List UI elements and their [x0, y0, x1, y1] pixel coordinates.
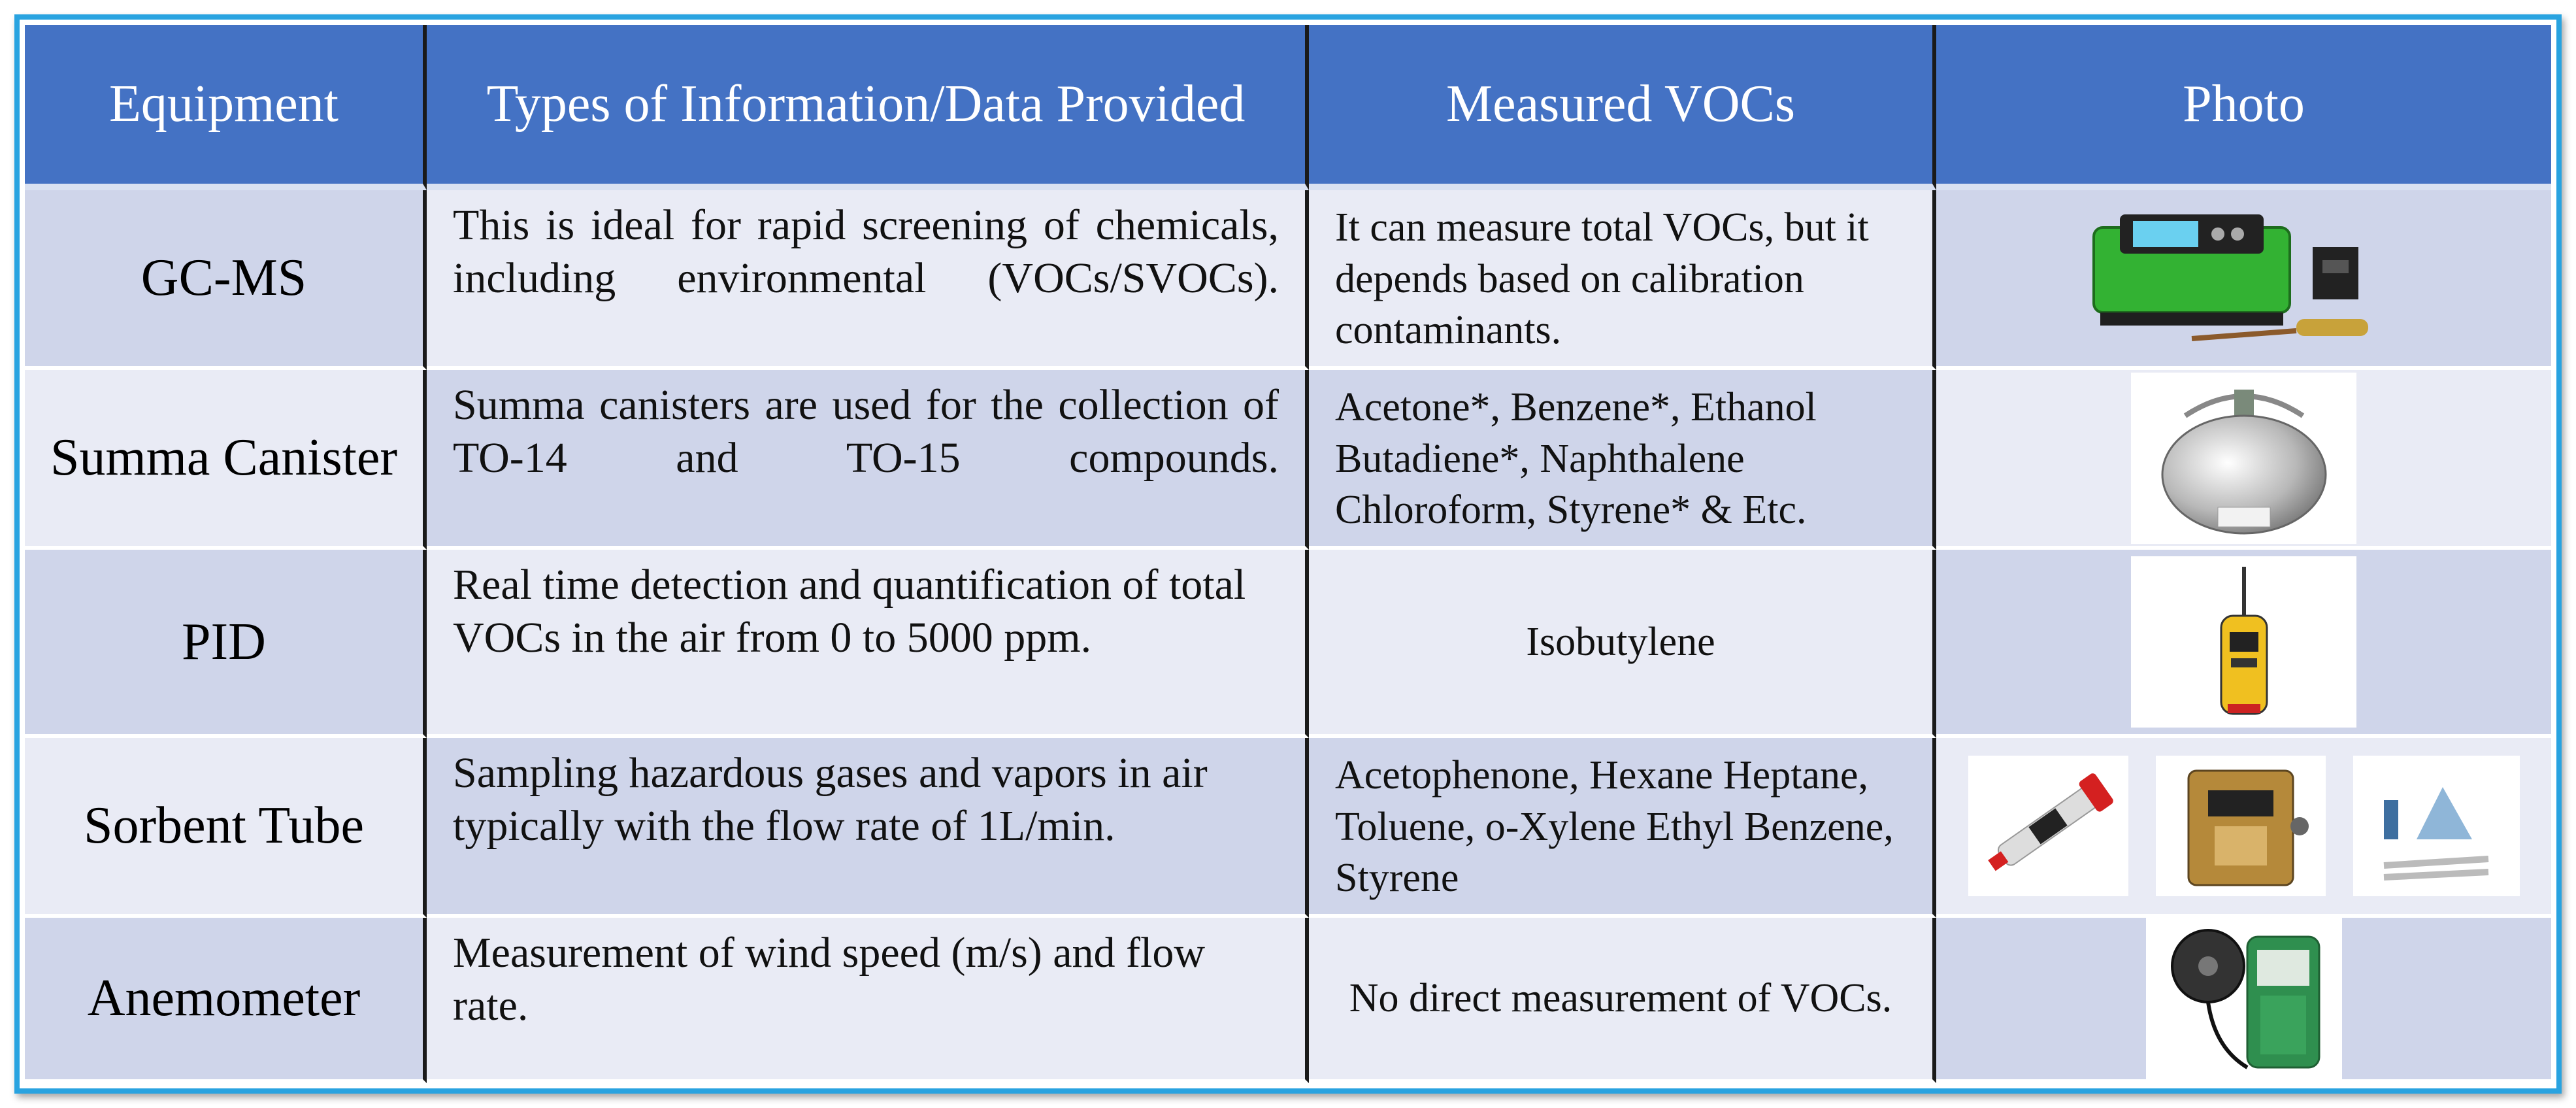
description-sorbent-tube: Sampling hazardous gases and vapors in air typically with the flow rate of 1L/min.: [427, 738, 1309, 918]
equipment-pid: PID: [25, 550, 427, 738]
gc-ms-device-image: [2081, 201, 2407, 356]
vocs-anemometer: No direct measurement of VOCs.: [1309, 918, 1936, 1083]
header-types: Types of Information/Data Provided: [427, 25, 1309, 190]
description-pid: Real time detection and quantification of total VOCs in the air from 0 to 5000 ppm.: [427, 550, 1309, 738]
vocs-gc-ms: It can measure total VOCs, but it depends based on calibration contaminants.: [1309, 190, 1936, 370]
description-gc-ms: This is ideal for rapid screening of chemicals, including environmental (VOCs/SVOCs).: [427, 190, 1309, 370]
photo-cell-gc-ms: [1936, 190, 2551, 370]
photo-cell-summa-canister: [1936, 370, 2551, 550]
anemometer-image: [2146, 918, 2342, 1083]
summa-canister-image: [2131, 373, 2356, 544]
description-summa-canister: Summa canisters are used for the collection of TO-14 and TO-15 compounds.: [427, 370, 1309, 550]
equipment-sorbent-tube: Sorbent Tube: [25, 738, 427, 918]
equipment-table: [25, 25, 2551, 1083]
header-photo: Photo: [1936, 25, 2551, 190]
photo-cell-pid: [1936, 550, 2551, 738]
tube-accessories-image: [2353, 756, 2520, 896]
description-anemometer: Measurement of wind speed (m/s) and flow rate.: [427, 918, 1309, 1083]
equipment-gc-ms: GC-MS: [25, 190, 427, 370]
equipment-summa-canister: Summa Canister: [25, 370, 427, 550]
photo-cell-anemometer: [1936, 918, 2551, 1083]
header-equipment: Equipment: [25, 25, 427, 190]
photo-cell-sorbent-tube: [1936, 738, 2551, 918]
vocs-summa-canister: Acetone*, Benzene*, Ethanol Butadiene*, Naphthalene Chloroform, Styrene* & Etc.: [1309, 370, 1936, 550]
vocs-sorbent-tube: Acetophenone, Hexane Heptane, Toluene, o-Xylene Ethyl Benzene, Styrene: [1309, 738, 1936, 918]
header-vocs: Measured VOCs: [1309, 25, 1936, 190]
sampling-pump-image: [2156, 756, 2326, 896]
sorbent-tube-image: [1968, 756, 2128, 896]
table-frame: [14, 14, 2562, 1094]
pid-meter-image: [2131, 556, 2356, 728]
vocs-pid: Isobutylene: [1309, 550, 1936, 738]
equipment-anemometer: Anemometer: [25, 918, 427, 1083]
